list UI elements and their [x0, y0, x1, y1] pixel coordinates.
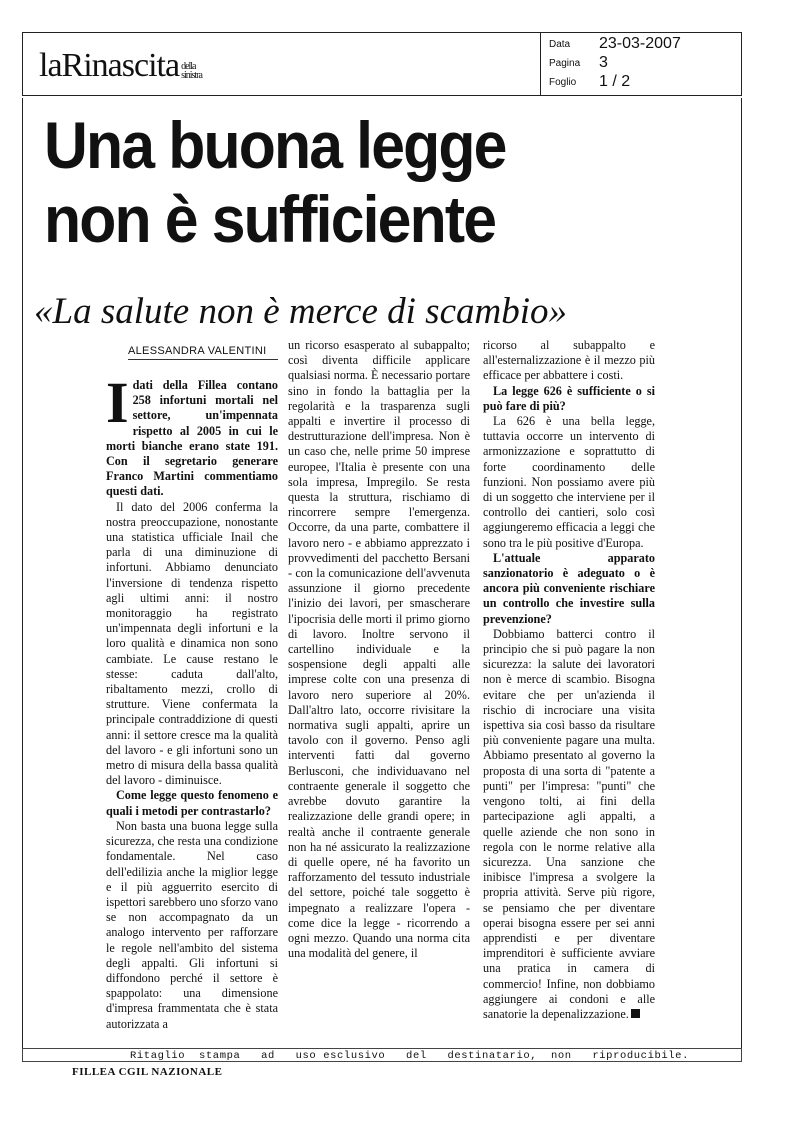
- paragraph: un ricorso esasperato al subappalto; così diventa difficile applicare qualsiasi norma. È necessario portare sino in fondo la battaglia per la regolarità e la trasparenza sugli appalti e invertire il processo di destrutturazione dell'impresa. Non è un caso che, nelle prime 50 imprese europee, l'Italia è presente con una sola impresa, Impregilo. Se resta questa la struttura, rischiamo di rincorrere sempre l'emergenza. Occorre, da una parte, combattere il lavoro nero - e abbiamo apprezzato i provvedimenti del pacchetto Bersani - con la comunicazione dell'avvenuta assunzione il giorno precedente l'inizio dei lavori, per smascherare l'ipocrisia delle morti il primo giorno di lavoro. Inoltre servono il cartellino individuale e la sospensione degli appalti alle imprese colte con una presenza di lavoro nero superiore al 20%. Dall'altro lato, occorre rivisitare la normativa sugli appalti, aprire un tavolo con il governo. Penso agli interventi fatti dal governo Berlusconi, che individuavano nel contraente generale il soggetto che avrebbe dovuto garantire la realizzazione delle grandi opere; in realtà anche il contraente generale non ha né assicurato la realizzazione di quelle opere, né ha favorito un rafforzamento del tessuto industriale del settore, poiché tale soggetto è impegnato a realizzare l'opera - come dice la legge - ricorrendo a ogni mezzo. Quando una norma cita una modalità del genere, il: [288, 338, 470, 961]
- paragraph: Il dato del 2006 conferma la nostra preoccupazione, nonostante una statistica ufficiale Inail che parla di una diminuzione di infortuni. Abbiamo denunciato l'inversione di tendenza rispetto agli ultimi anni: il nostro monitoraggio ha registrato un'impennata degli infortuni e la loro qualità e dinamica non sono cambiate. Le cause restano le stesse: caduta dall'alto, ribaltamento mezzi, crollo di strutture. Viene confermata la principale contraddizione di questi anni: il settore cresce ma la qualità del lavoro - e gli infortuni sono un metro di misura della bassa qualità del lavoro - diminuisce.: [106, 499, 278, 788]
- paragraph: Non basta una buona legge sulla sicurezza, che resta una condizione fondamentale. Nel caso dell'edilizia anche la miglior legge e il più agguerrito esercito di ispettori sarebbero uno sforzo vano se non accompagnato da un analogo intervento per rafforzare le regole nell'ambito del sistema degli appalti. Gli infortuni si diffondono perché il settore è spappolato: una dimensione d'impresa frammentata che è stata autorizzata a: [106, 818, 278, 1031]
- interview-question: Come legge questo fenomeno e quali i metodi per contrastarlo?: [106, 788, 278, 818]
- meta-sheet-row: [549, 73, 739, 93]
- meta-date-value: 23-03-2007: [599, 35, 681, 52]
- meta-sheet-value: 1 / 2: [599, 73, 631, 90]
- paragraph: Dobbiamo batterci contro il principio che si può pagare la non sicurezza: la salute dei lavoratori non è merce di scambio. Bisogna evitare che per un'azienda il rischio di incrociare una visita ispettiva sia così basso da risultare più conveniente pagare una multa. Abbiamo presentato al governo la proposta di una sorta di "patente a punti" per l'impresa: "punti" che vengono tolti, ai fini della partecipazione agli appalti, a quelle aziende che non sono in regola con le norme relative alla sicurezza. Una sanzione che inibisce l'impresa a svolgere la propria attività. Serve più rigore, se pensiamo che per diventare operai bisogna essere per sei anni apprendisti e per diventare imprenditori è sufficiente avviare una pratica in camera di commercio! Infine, non dobbiamo aggiungere ai condoni e alle sanatorie la depenalizzazione.: [483, 626, 655, 1021]
- article-column-3: [483, 338, 655, 1022]
- meta-date-row: [549, 35, 739, 55]
- article-column-1: [106, 370, 278, 1032]
- interview-question: La legge 626 è sufficiente o si può fare di più?: [483, 383, 655, 413]
- paragraph: ricorso al subappalto e all'esternalizzazione è il mezzo più efficace per abbattere i costi.: [483, 338, 655, 383]
- end-of-article-mark: [631, 1009, 640, 1018]
- interview-question: L'attuale apparato sanzionatorio è adeguato o è ancora più conveniente rischiare un controllo che investire sulla prevenzione?: [483, 550, 655, 626]
- meta-page-row: [549, 54, 739, 74]
- article-byline: ALESSANDRA VALENTINI: [128, 345, 278, 360]
- article-column-2: [288, 338, 470, 961]
- reproduction-disclaimer: Ritaglio stampa ad uso esclusivo del destinatario, non riproducibile.: [130, 1050, 689, 1062]
- clipping-meta: [540, 33, 741, 95]
- meta-date-label: Data: [549, 39, 571, 50]
- drop-cap: I: [106, 370, 129, 435]
- newspaper-masthead: [39, 47, 202, 85]
- masthead-name: laRinascita: [39, 47, 180, 84]
- masthead-subtitle: della sinistra: [181, 61, 202, 81]
- article-lead: Idati della Fillea contano 258 infortuni mortali nel settore, un'impennata rispetto al 2005 in cui le morti bianche erano state 191. Con il segretario generare Franco Martini commentiamo questi dati.: [106, 370, 278, 499]
- headline-line-2: non è sufficiente: [44, 182, 496, 256]
- headline-line-1: Una buona legge: [44, 108, 506, 182]
- meta-page-label: Pagina: [549, 58, 581, 69]
- meta-sheet-label: Foglio: [549, 77, 577, 88]
- paragraph: La 626 è una bella legge, tuttavia occorre un intervento di armonizzazione e soprattutto di forte coordinamento delle funzioni. Non possiamo avere più di un soggetto che interviene per il controllo dei cantieri, solo così aggiungeremo efficacia a leggi che sono tra le più positive d'Europa.: [483, 414, 655, 550]
- meta-page-value: 3: [599, 54, 608, 71]
- clipping-source: FILLEA CGIL NAZIONALE: [72, 1066, 223, 1078]
- article-subtitle: «La salute non è merce di scambio»: [34, 291, 567, 332]
- article-headline: [44, 108, 651, 256]
- clipping-header: [22, 32, 742, 96]
